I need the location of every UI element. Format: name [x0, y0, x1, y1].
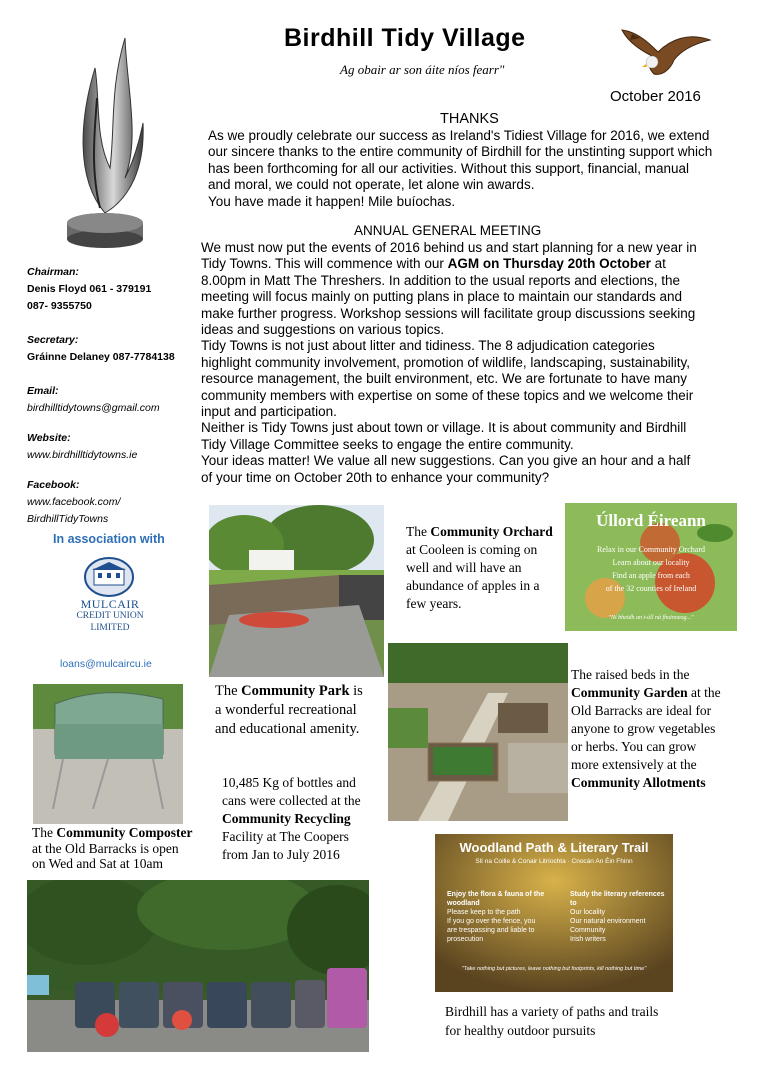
caption-line: a wonderful recreational	[215, 702, 357, 718]
trail-sign-item: Irish writers	[570, 936, 606, 943]
orchard-sign-line: Find an apple from each	[612, 571, 690, 580]
chairman-name-phone: Denis Floyd 061 - 379191	[27, 283, 152, 295]
caption-bold: Community Park	[241, 683, 350, 699]
agm-paragraph	[201, 240, 751, 486]
garden-caption	[571, 666, 751, 792]
trail-sign-subtitle: Slí na Coille & Conair Litríochta · Cnocán An Éin Fhinn	[475, 858, 633, 865]
agm-line: resource management, the built environment, etc. We are fortunate to have many	[201, 371, 688, 387]
composter-caption	[32, 825, 222, 872]
orchard-sign-line: of the 32 counties of Ireland	[605, 584, 697, 593]
agm-line: of your time on October 20th to enhance your community?	[201, 469, 550, 485]
trail-sign-item: Please keep to the path	[447, 909, 521, 916]
caption-line: or herbs. You can grow	[571, 739, 697, 754]
agm-date-bold: AGM on Thursday 20th October	[447, 256, 651, 272]
caption-bold: Community Composter	[56, 825, 193, 840]
woodland-trail-sign-photo	[435, 834, 673, 992]
issue-date: October 2016	[610, 88, 701, 105]
agm-line: Tidy Village Committee seeks to engage the entire community.	[201, 436, 574, 452]
email-label: Email:	[27, 385, 59, 397]
caption-text: The	[32, 825, 57, 840]
caption-line: cans were collected at the	[222, 793, 361, 808]
secretary-label: Secretary:	[27, 334, 79, 346]
community-composter-photo	[33, 684, 183, 824]
thanks-heading: THANKS	[440, 111, 499, 127]
orchard-sign-text	[565, 543, 737, 595]
orchard-sign-footer: "Ní bheidh an t-úll ná fhuinneog..."	[608, 615, 694, 621]
thanks-line: has been forthcoming for all our activities. Without this support, financial, manual	[208, 160, 689, 176]
agm-text: at	[650, 256, 666, 272]
caption-line: anyone to grow vegetables	[571, 721, 716, 736]
orchard-sign-title: Úllord Éireann	[596, 511, 706, 530]
caption-line: more extensively at the	[571, 757, 697, 772]
caption-bold: Community Orchard	[430, 524, 553, 539]
caption-line: at Cooleen is coming on	[406, 542, 538, 557]
agm-line: Neither is Tidy Towns just about town or village. It is about community and Birdhill	[201, 420, 687, 436]
agm-line-date	[201, 256, 751, 272]
agm-line: Tidy Towns is not just about litter and tidiness. The 8 adjudication categories	[201, 338, 655, 354]
sidebar-contacts	[27, 264, 202, 528]
trail-sign-footer: "Take nothing but pictures, leave nothing but footprints, kill nothing but time"	[461, 966, 647, 972]
trail-sign-right-heading: Study the literary references to	[570, 891, 665, 907]
caption-line: The raised beds in the	[571, 667, 690, 682]
agm-line: make further progress. Workshop sessions will facilitate group discussions seeking	[201, 305, 696, 321]
trail-sign-left-heading: Enjoy the flora & fauna of the woodland	[447, 891, 545, 907]
community-garden-photo	[388, 643, 568, 821]
agm-line: highlight community involvement, promotion of wildlife, landscaping, sustainability,	[201, 354, 690, 370]
trail-sign-title: Woodland Path & Literary Trail	[459, 840, 649, 855]
credit-union-email[interactable]: loans@mulcaircu.ie	[60, 658, 152, 670]
agm-heading: ANNUAL GENERAL MEETING	[354, 223, 542, 238]
caption-line: for healthy outdoor pursuits	[445, 1023, 596, 1038]
caption-bold: Community Allotments	[571, 775, 706, 790]
cu-name-line: LIMITED	[90, 623, 130, 633]
orchard-caption	[406, 523, 566, 613]
trail-caption	[445, 1002, 745, 1040]
trail-sign-left	[447, 890, 547, 944]
trail-sign-item: Our natural environment	[570, 918, 646, 925]
recycling-facility-photo	[27, 880, 369, 1052]
agm-line: 8.00pm in Matt The Threshers. In addition to the usual reports and elections, the	[201, 272, 681, 288]
thanks-line: You have made it happen! Mile buíochas.	[208, 193, 456, 209]
flame-sculpture-logo	[55, 28, 155, 253]
chairman-label: Chairman:	[27, 266, 79, 278]
eagle-logo	[618, 22, 714, 80]
caption-line: Old Barracks are ideal for	[571, 703, 712, 718]
agm-text: Tidy Towns. This will commence with our	[201, 256, 448, 272]
caption-line: well and will have an	[406, 560, 522, 575]
caption-line: 10,485 Kg of bottles and	[222, 775, 356, 790]
agm-line: We must now put the events of 2016 behind us and start planning for a new year in	[201, 240, 697, 255]
caption-text: is	[349, 683, 363, 699]
orchard-sign-line: Relax in our Community Orchard	[597, 545, 705, 554]
thanks-paragraph	[208, 128, 748, 210]
caption-line: Birdhill has a variety of paths and trails	[445, 1004, 659, 1019]
facebook-link-cont[interactable]: BirdhillTidyTowns	[27, 513, 109, 525]
caption-line: Facility at The Coopers	[222, 829, 349, 844]
caption-line: on Wed and Sat at 10am	[32, 856, 164, 871]
newsletter-title: Birdhill Tidy Village	[284, 24, 526, 52]
chairman-mobile: 087- 9355750	[27, 300, 92, 312]
credit-union-logo-icon	[84, 557, 134, 597]
cu-name-line: CREDIT UNION	[76, 611, 144, 621]
recycling-caption	[222, 774, 392, 864]
trail-sign-right	[570, 890, 665, 944]
caption-line: and educational amenity.	[215, 721, 360, 737]
park-caption	[215, 682, 395, 739]
caption-text: The	[215, 683, 242, 699]
caption-text: The	[406, 524, 431, 539]
agm-line: input and participation.	[201, 404, 337, 420]
agm-line: ideas and suggestions on various topics.	[201, 322, 445, 338]
agm-line: Your ideas matter! We value all new suggestions. Can you give an hour and a half	[201, 453, 691, 469]
caption-line: from Jan to July 2016	[222, 847, 340, 862]
orchard-sign-line: Learn about our locality	[612, 558, 690, 567]
facebook-label: Facebook:	[27, 479, 80, 491]
thanks-line: our sincere thanks to the entire community of Birdhill for the unstinting support which	[208, 144, 713, 160]
secretary-name-phone: Gráinne Delaney 087-7784138	[27, 351, 175, 363]
website-label: Website:	[27, 432, 71, 444]
caption-line: at the Old Barracks is open	[32, 840, 179, 856]
caption-bold: Community Recycling	[222, 811, 351, 826]
caption-bold: Community Garden	[571, 685, 688, 700]
agm-line: community members with expertise on some of these topics and we welcome their	[201, 387, 694, 403]
orchard-sign-photo	[565, 503, 737, 631]
community-park-photo	[209, 505, 384, 677]
trail-sign-item: Community	[570, 927, 606, 934]
thanks-line: As we proudly celebrate our success as Ireland's Tidiest Village for 2016, we extend	[208, 128, 710, 143]
caption-line: abundance of apples in a	[406, 578, 540, 593]
trail-sign-item: If you go over the fence, you are trespassing and liable to prosecution	[447, 918, 536, 943]
thanks-line: and moral, we could not operate, let alone win awards.	[208, 177, 535, 193]
email-link[interactable]: birdhilltidytowns@gmail.com	[27, 402, 160, 414]
association-label: In association with	[53, 532, 165, 546]
agm-line: meeting will focus mainly on putting plans in place to maintain our standards and	[201, 289, 683, 305]
website-link[interactable]: www.birdhilltidytowns.ie	[27, 449, 138, 461]
motto: Ag obair ar son áite níos fearr"	[340, 62, 505, 77]
cu-name-line: MULCAIR	[80, 597, 140, 611]
caption-text: at the	[687, 685, 721, 700]
caption-line: few years.	[406, 596, 462, 611]
trail-sign-item: Our locality	[570, 909, 606, 916]
credit-union-name	[60, 598, 160, 634]
facebook-link[interactable]: www.facebook.com/	[27, 496, 121, 508]
